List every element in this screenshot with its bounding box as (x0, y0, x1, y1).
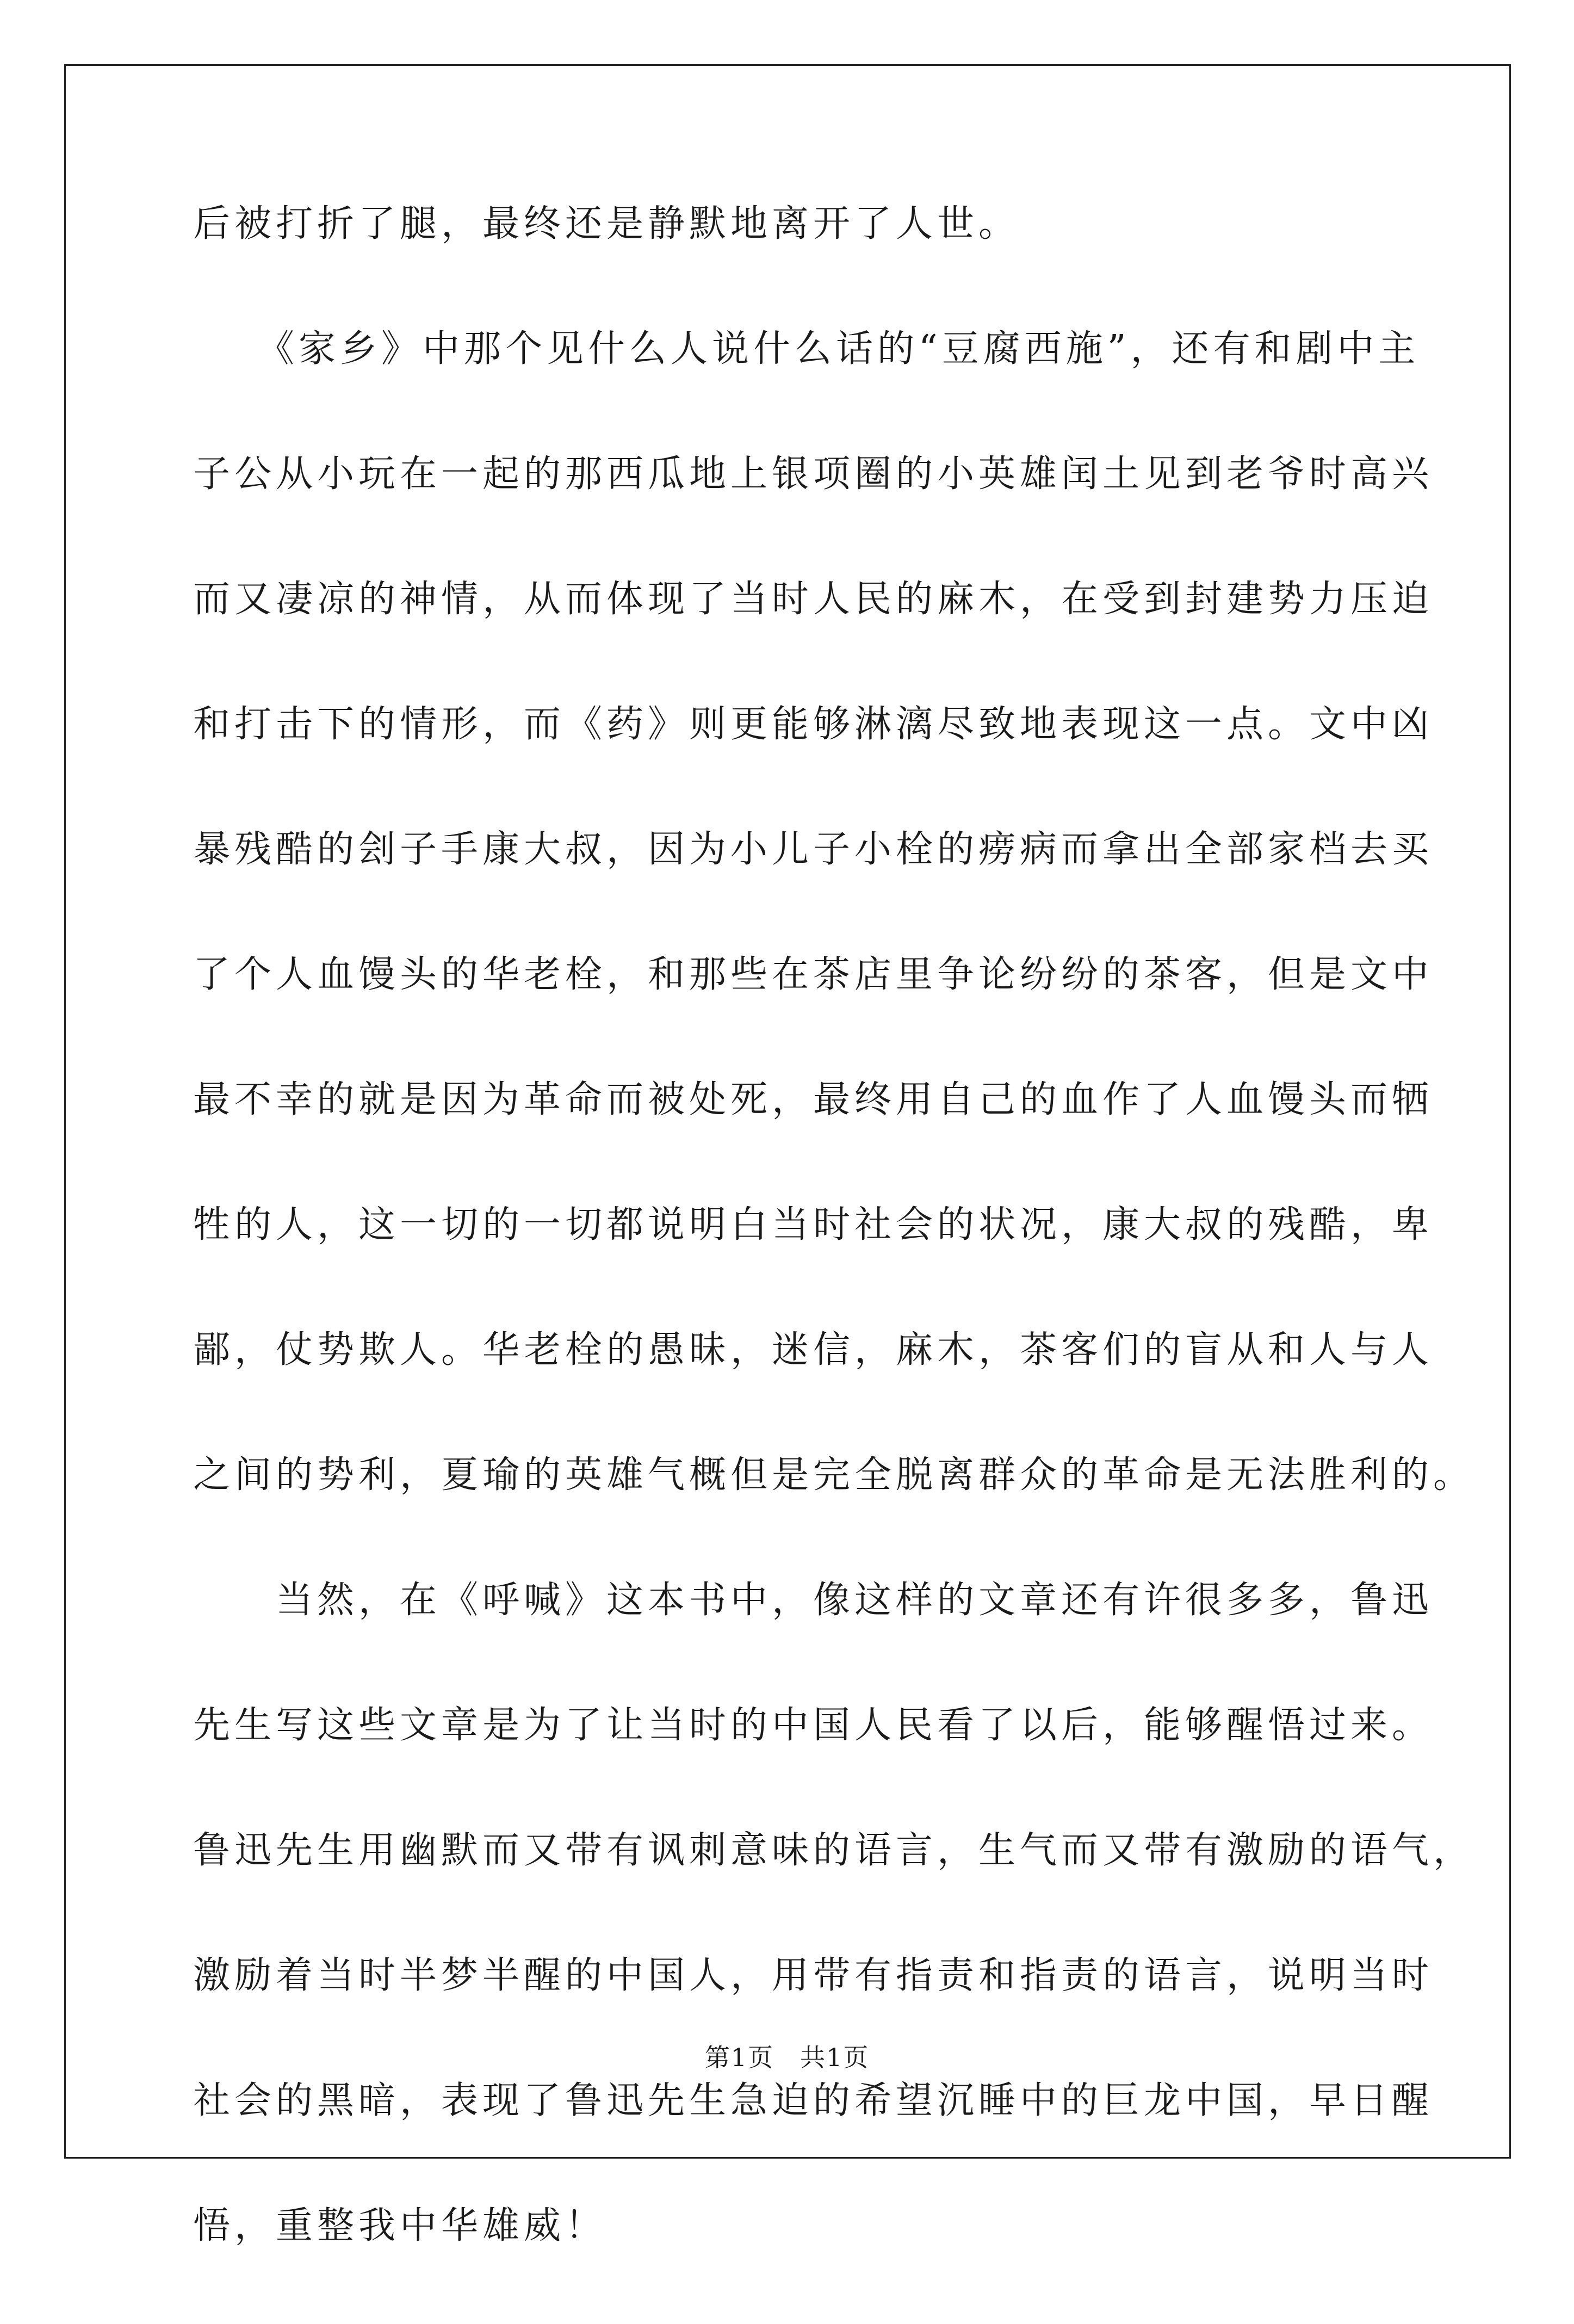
text-line: 最不幸的就是因为革命而被处死，最终用自己的血作了人血馒头而牺 (193, 1078, 1434, 1121)
text-line: 子公从小玩在一起的那西瓜地上银项圈的小英雄闰土见到老爷时高兴 (193, 453, 1434, 496)
text-line: 社会的黑暗，表现了鲁迅先生急迫的希望沉睡中的巨龙中国，早日醒 (193, 2079, 1434, 2122)
text-line: 《家乡》中那个见什么人说什么话的“豆腐西施”，还有和剧中主 (193, 327, 1420, 370)
page-number-footer: 第1页 共1页 (704, 2043, 870, 2072)
text-line: 先生写这些文章是为了让当时的中国人民看了以后，能够醒悟过来。 (193, 1704, 1434, 1747)
text-line: 牲的人，这一切的一切都说明白当时社会的状况，康大叔的残酷，卑 (193, 1203, 1434, 1246)
text-line: 之间的势利，夏瑜的英雄气概但是完全脱离群众的革命是无法胜利的。 (193, 1454, 1475, 1497)
text-line: 鲁迅先生用幽默而又带有讽刺意味的语言，生气而又带有激励的语气， (193, 1829, 1475, 1872)
text-line: 鄙，仗势欺人。华老栓的愚昧，迷信，麻木，茶客们的盲从和人与人 (193, 1328, 1434, 1371)
text-line: 暴残酷的刽子手康大叔，因为小儿子小栓的痨病而拿出全部家档去买 (193, 828, 1434, 871)
text-line: 和打击下的情形，而《药》则更能够淋漓尽致地表现这一点。文中凶 (193, 703, 1434, 746)
text-line: 而又凄凉的神情，从而体现了当时人民的麻木，在受到封建势力压迫 (193, 578, 1434, 621)
document-body (193, 197, 1475, 2324)
text-line: 激励着当时半梦半醒的中国人，用带有指责和指责的语言，说明当时 (193, 1954, 1434, 1997)
text-line: 后被打折了腿，最终还是静默地离开了人世。 (193, 202, 1020, 245)
text-line: 了个人血馒头的华老栓，和那些在茶店里争论纷纷的茶客，但是文中 (193, 953, 1434, 996)
text-line: 悟，重整我中华雄威！ (193, 2204, 607, 2247)
text-line: 当然，在《呼喊》这本书中，像这样的文章还有许很多多，鲁迅 (193, 1579, 1434, 1622)
